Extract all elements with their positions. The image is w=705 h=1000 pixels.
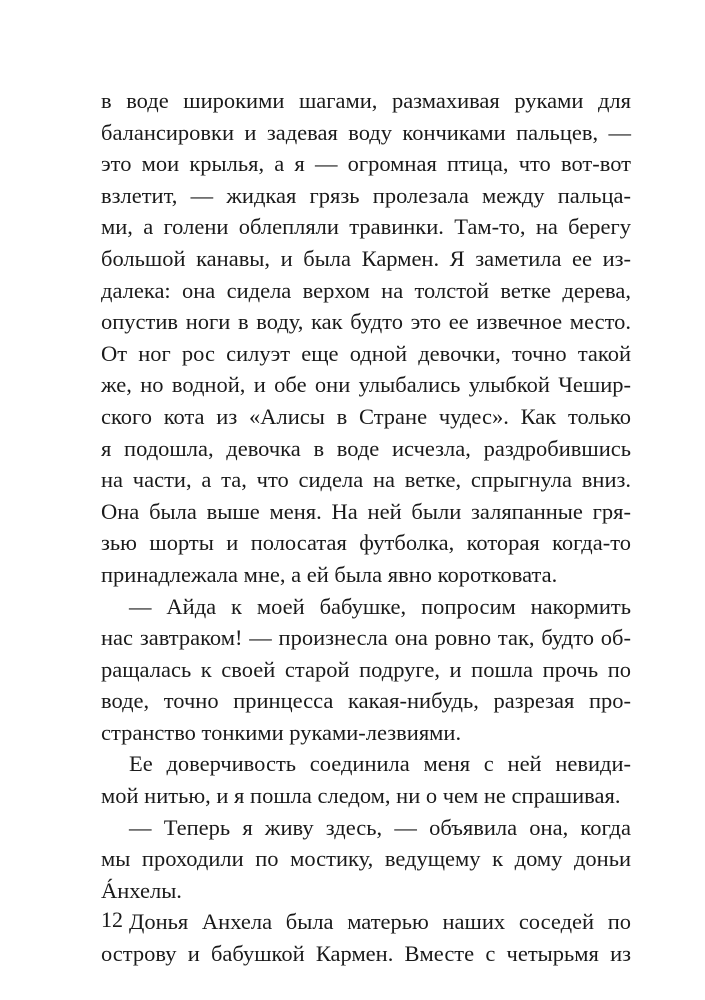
page-body-text [101,85,631,970]
text-line: опустив ноги в воду, как будто это ее извечное место. [101,309,631,335]
text-line: Ее доверчивость соединила меня с ней невиди- [129,751,631,777]
text-line: острову и бабушкой Кармен. Вместе с четырьмя из [101,941,631,967]
text-line: же, но водной, и обе они улыбались улыбкой Чешир- [101,372,631,398]
text-line: Донья Анхела была матерью наших соседей по [129,909,631,935]
text-line: я подошла, девочка в воде исчезла, раздробившись [101,435,631,461]
text-line: мой нитью, и я пошла следом, ни о чем не спрашивая. [101,783,621,809]
text-line: От ног рос силуэт еще одной девочки, точно такой [101,340,631,366]
text-line: мы проходили по мостику, ведущему к дому доньи [101,846,631,872]
text-line: воде, точно принцесса какая-нибудь, разрезая про- [101,688,631,714]
text-line: принадлежала мне, а ей была явно коротковата. [101,561,558,587]
text-line: большой канавы, и была Кармен. Я заметила ее из- [101,245,631,271]
page-number: 12 [101,907,123,932]
text-line: нас завтраком! — произнесла она ровно так, будто об- [101,625,631,651]
text-line: это мои крылья, а я — огромная птица, что вот-вот [101,151,631,177]
text-line: ми, а голени облепляли травинки. Там-то, на берегу [101,214,631,240]
text-line: — Айда к моей бабушке, попросим накормить [129,593,631,619]
text-line: Áнхелы. [101,877,182,903]
text-line: зью шорты и полосатая футболка, которая когда-то [101,530,631,556]
text-line: далека: она сидела верхом на толстой ветке дерева, [101,277,631,303]
text-line: ращалась к своей старой подруге, и пошла прочь по [101,656,631,682]
text-line: — Теперь я живу здесь, — объявила она, когда [129,814,631,840]
text-line: взлетит, — жидкая грязь пролезала между пальца- [101,182,631,208]
text-line: балансировки и задевая воду кончиками пальцев, — [101,119,631,145]
text-line: ского кота из «Алисы в Стране чудес». Как только [101,403,631,429]
text-line: на части, а та, что сидела на ветке, спрыгнула вниз. [101,467,631,493]
text-line: странство тонкими руками-лезвиями. [101,719,462,745]
text-line: Она была выше меня. На ней были заляпанные гря- [101,498,631,524]
text-line: в воде широкими шагами, размахивая руками для [101,88,631,113]
